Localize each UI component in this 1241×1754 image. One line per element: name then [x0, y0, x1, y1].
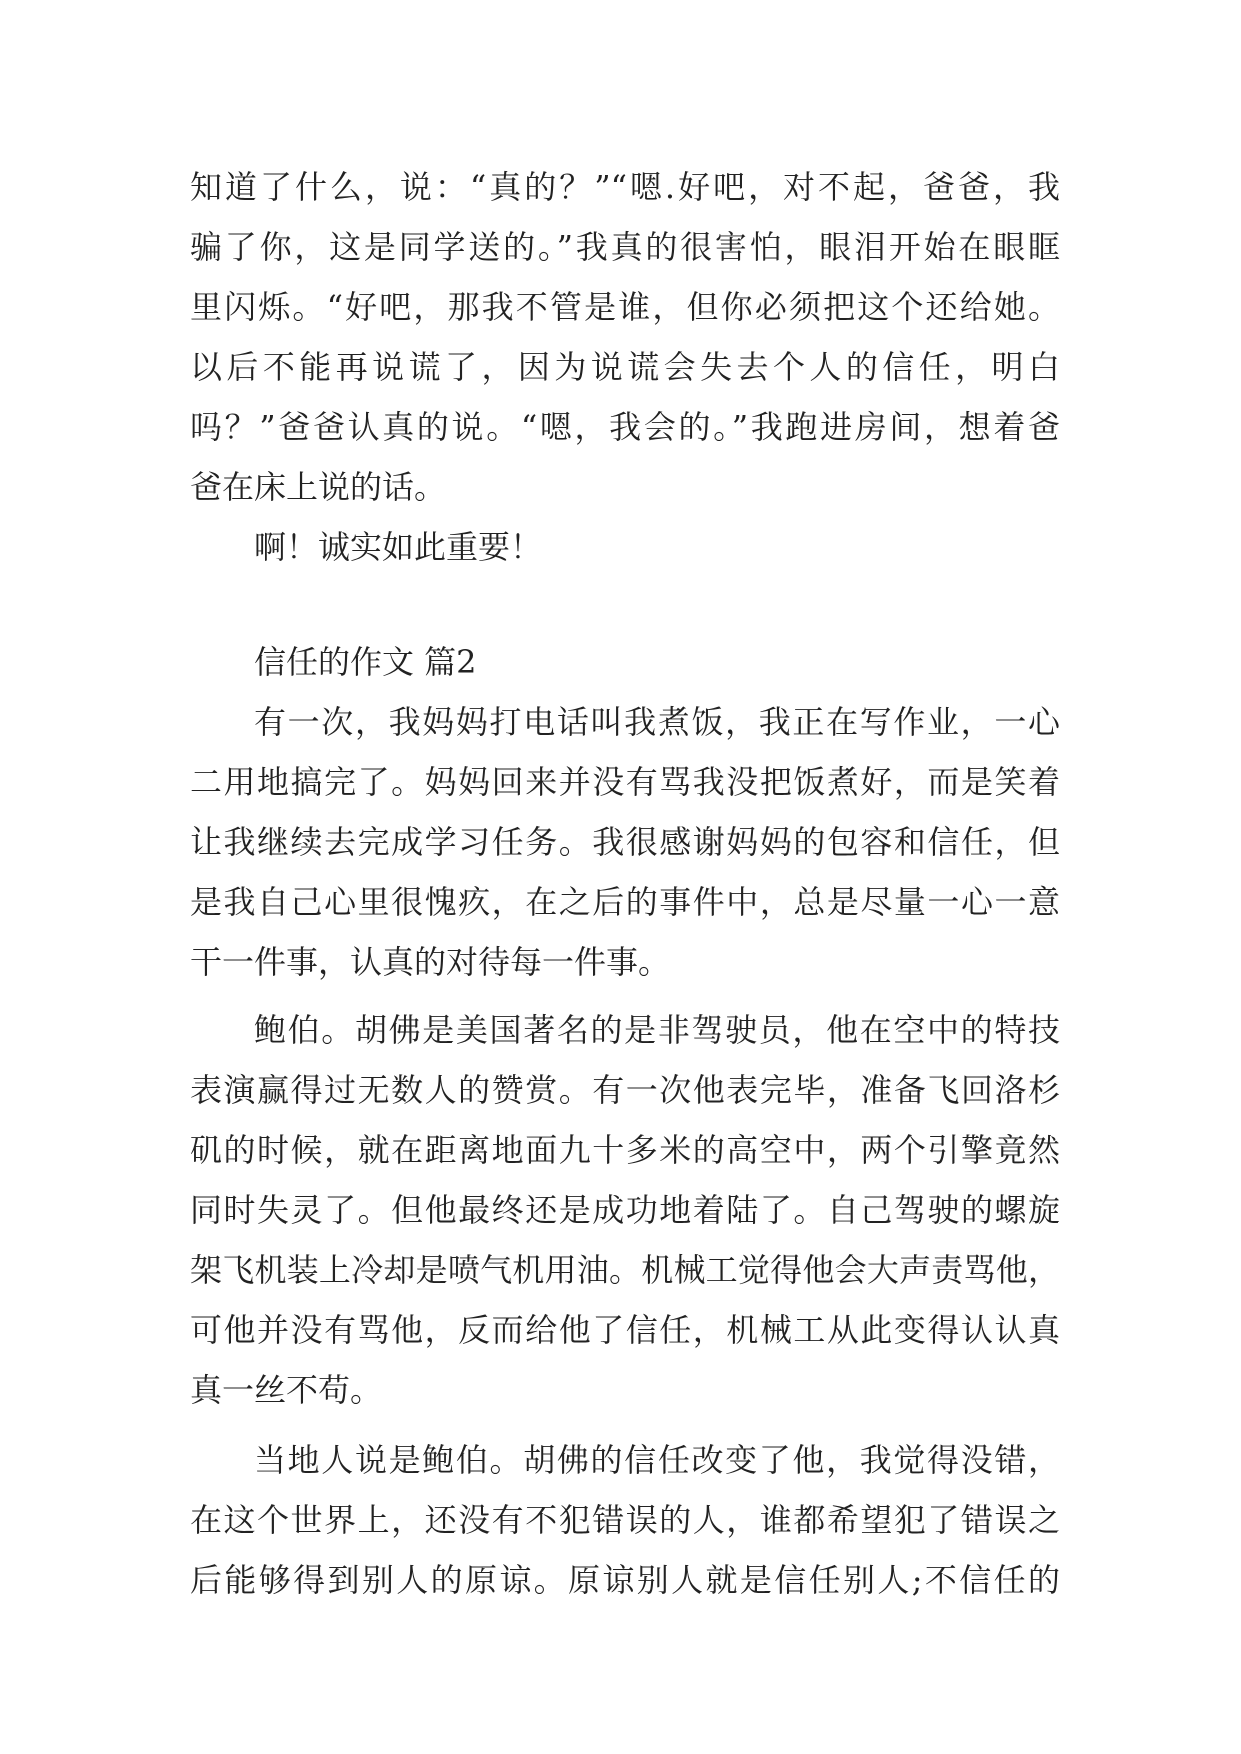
- exclamation-line: 啊！诚实如此重要！: [254, 528, 543, 566]
- text-line: 表演赢得过无数人的赞赏。有一次他表完毕，准备飞回洛杉: [190, 1071, 1060, 1109]
- text-line: 真一丝不苟。: [190, 1371, 383, 1409]
- text-line: 里闪烁。“好吧，那我不管是谁，但你必须把这个还给她。: [190, 288, 1060, 326]
- text-line: 有一次，我妈妈打电话叫我煮饭，我正在写作业，一心: [254, 703, 1060, 741]
- text-line: 吗？”爸爸认真的说。“嗯，我会的。”我跑进房间，想着爸: [190, 408, 1060, 446]
- text-line: 可他并没有骂他，反而给他了信任，机械工从此变得认认真: [190, 1311, 1060, 1349]
- text-line: 架飞机装上冷却是喷气机用油。机械工觉得他会大声责骂他，: [190, 1251, 1060, 1289]
- text-line: 骗了你，这是同学送的。”我真的很害怕，眼泪开始在眼眶: [190, 228, 1060, 266]
- text-line: 同时失灵了。但他最终还是成功地着陆了。自己驾驶的螺旋: [190, 1191, 1060, 1229]
- section-heading: 信任的作文 篇2: [254, 643, 477, 681]
- text-line: 矶的时候，就在距离地面九十多米的高空中，两个引擎竟然: [190, 1131, 1060, 1169]
- text-line: 知道了什么，说：“真的？”“嗯.好吧，对不起，爸爸，我: [190, 168, 1060, 206]
- text-line: 爸在床上说的话。: [190, 468, 447, 506]
- text-line: 二用地搞完了。妈妈回来并没有骂我没把饭煮好，而是笑着: [190, 763, 1060, 801]
- text-line: 干一件事，认真的对待每一件事。: [190, 943, 671, 981]
- text-line: 以后不能再说谎了，因为说谎会失去个人的信任，明白: [190, 348, 1060, 386]
- text-line: 鲍伯。胡佛是美国著名的是非驾驶员，他在空中的特技: [254, 1011, 1060, 1049]
- text-line: 在这个世界上，还没有不犯错误的人，谁都希望犯了错误之: [190, 1501, 1060, 1539]
- text-line: 后能够得到别人的原谅。原谅别人就是信任别人;不信任的: [190, 1561, 1060, 1599]
- text-line: 让我继续去完成学习任务。我很感谢妈妈的包容和信任，但: [190, 823, 1060, 861]
- text-line: 是我自己心里很愧疚，在之后的事件中，总是尽量一心一意: [190, 883, 1060, 921]
- text-line: 当地人说是鲍伯。胡佛的信任改变了他，我觉得没错，: [254, 1441, 1060, 1479]
